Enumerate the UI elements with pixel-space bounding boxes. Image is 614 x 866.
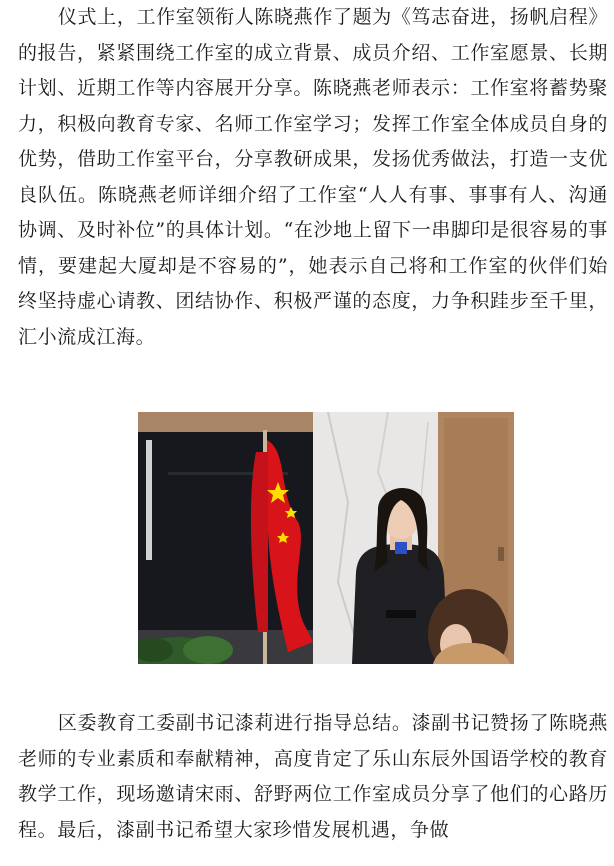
paragraph-ceremony-report: 仪式上，工作室领衔人陈晓燕作了题为《笃志奋进，扬帆启程》的报告，紧紧围绕工作室的成立背景、成员介绍、工作室愿景、长期计划、近期工作等内容展开分享。陈晓燕老师表示：工作室将蓄势聚力，积极向教育专家、名师工作室学习；发挥工作室全体成员自身的优势，借助工作室平台，分享教研成果，发扬优秀做法，打造一支优良队伍。陈晓燕老师详细介绍了工作室“人人有事、事事有人、沟通协调、及时补位”的具体计划。“在沙地上留下一串脚印是很容易的事情，要建起大厦却是不容易的”，她表示自己将和工作室的伙伴们始终坚持虚心请教、团结协作、积极严谨的态度，力争积跬步至千里，汇小流成江海。 [18,6,608,348]
paragraph-summary: 区委教育工委副书记漆莉进行指导总结。漆副书记赞扬了陈晓燕老师的专业素质和奉献精神，高度肯定了乐山东辰外国语学校的教育教学工作，现场邀请宋雨、舒野两位工作室成员分享了他们的心路历程。最后，漆副书记希望大家珍惜发展机遇，争做 [18,712,608,841]
event-photo [138,412,514,664]
